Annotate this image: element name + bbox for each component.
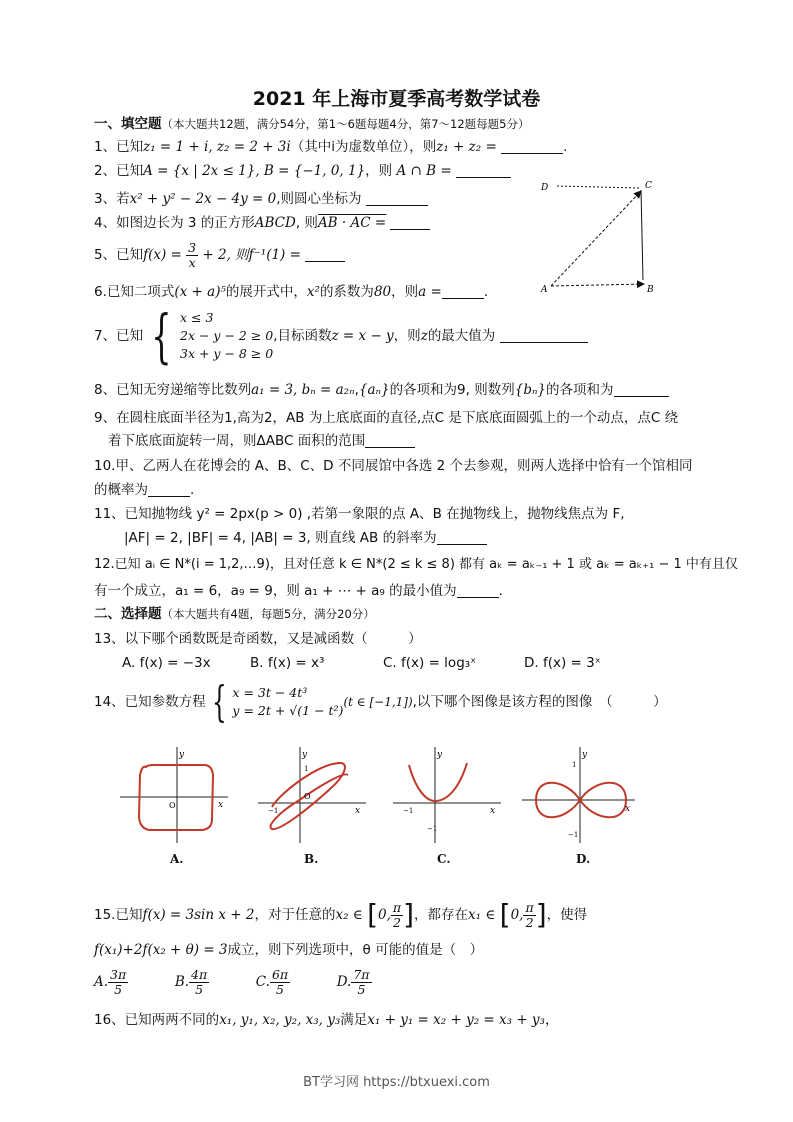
question-12-line2: 有一个成立，a₁ = 6，a₉ = 9，则 a₁ + ⋯ + a₉ 的最小值为 . (94, 583, 503, 599)
question-1: 1、已知z₁ = 1 + i, z₂ = 2 + 3i（其中i为虚数单位），则z₁ + z₂ = . (94, 139, 568, 155)
origin-label: O (304, 792, 311, 801)
vector-ab (551, 284, 644, 286)
q13-option-a[interactable]: A. f(x) = −3x (122, 655, 211, 671)
y-label: y (179, 750, 185, 760)
edge-dc (557, 186, 639, 188)
section-note: （本大题共12题，满分54分，第1〜6题每题4分，第7〜12题每题5分） (161, 117, 530, 131)
q15-option-a[interactable]: A. $\frac{3\pi}{5}$ (94, 966, 127, 997)
section-heading-fill (94, 115, 529, 133)
q13-option-c[interactable]: C. f(x) = log₃ˣ (383, 655, 477, 671)
answer-blank[interactable] (501, 139, 563, 154)
answer-blank[interactable] (305, 247, 345, 262)
question-6: 6.已知二项式(x + a)⁵的展开式中，x²的系数为80，则a = . (94, 284, 489, 300)
graph-b[interactable] (258, 745, 368, 845)
label-b: B (647, 285, 654, 295)
y-label: y (582, 750, 588, 760)
question-7: 7、已知 { x ≤ 3 2x − y − 2 ≥ 0 3x + y − 8 ≥ 0 ,目标函数z = x − y，则z的最大值为 (94, 306, 588, 366)
q13-option-b[interactable]: B. f(x) = x³ (250, 655, 325, 671)
question-15-options (94, 964, 372, 1000)
question-10-line2: 的概率为 . (94, 482, 195, 498)
tick-one: 1 (572, 761, 577, 769)
section-title: 一、填空题 (94, 116, 162, 132)
question-9-line1: 9、在圆柱底面半径为1,高为2，AB 为上底底面的直径,点C 是下底底面圆弧上的一个动点，点C 绕 (94, 410, 679, 426)
answer-blank[interactable] (365, 433, 415, 448)
answer-blank[interactable] (442, 284, 484, 299)
x-label: x (490, 806, 496, 816)
graph-a-caption: A. (170, 852, 184, 866)
origin-label: O (169, 801, 176, 810)
question-5: 5、已知f(x) = $\frac{3}{x}$ + 2, 则f⁻¹(1) = (94, 240, 345, 270)
tick-neg-one: −1 (568, 831, 579, 839)
question-12-line1: 12.已知 aᵢ ∈ N*(i = 1,2,…9)，且对任意 k ∈ N*(2 ≤ k ≤ 8) 都有 aₖ = aₖ₋₁ + 1 或 aₖ = aₖ₊₁ − 1 中有且仅 (94, 557, 738, 572)
question-8: 8、已知无穷递缩等比数列a₁ = 3, bₙ = a₂ₙ,{aₙ}的各项和为9, 则数列{bₙ}的各项和为 (94, 381, 669, 399)
answer-blank[interactable] (390, 215, 430, 230)
question-11-line1: 11、已知抛物线 y² = 2px(p > 0) ,若第一象限的点 A、B 在抛物线上，抛物线焦点为 F, (94, 506, 625, 522)
y-label: y (437, 750, 443, 760)
section-title: 二、选择题 (94, 606, 162, 622)
vector-ac (551, 191, 641, 286)
tick-one: 1 (304, 765, 309, 773)
graph-b-caption: B. (304, 852, 319, 866)
label-d: D (541, 183, 549, 193)
edge-cb (641, 190, 643, 280)
label-c: C (645, 181, 652, 191)
question-13: 13、以下哪个函数既是奇函数，又是减函数（ ） (94, 631, 422, 647)
question-16: 16、已知两两不同的x₁, y₁, x₂, y₂, x₃, y₃满足x₁ + y₁ = x₂ + y₂ = x₃ + y₃， (94, 1012, 559, 1028)
curve-c (409, 763, 467, 801)
label-a: A (541, 285, 548, 295)
tick-neg-one-y: −1 (427, 825, 438, 833)
graph-c-caption: C. (437, 852, 451, 866)
answer-blank[interactable] (366, 191, 428, 206)
answer-blank[interactable] (437, 530, 487, 545)
page-title: 2021 年上海市夏季高考数学试卷 (252, 88, 541, 110)
fraction: $\frac{3}{x}$ (188, 239, 197, 270)
question-14: 14、已知参数方程 { x = 3t − 4t³ y = 2t + √(1 − t²) (t ∈ [−1,1]),以下哪个图像是该方程的图像 （ ） (94, 677, 667, 726)
section-note: （本大题共有4题，每题5分，满分20分） (161, 607, 375, 621)
x-label: x (625, 804, 631, 814)
parametric-system: x = 3t − 4t³ y = 2t + √(1 − t²) (232, 685, 344, 718)
tick-neg-one: −1 (268, 807, 279, 815)
graph-a[interactable] (120, 745, 230, 845)
question-10-line1: 10.甲、乙两人在花博会的 A、B、C、D 不同展馆中各选 2 个去参观，则两人选择中恰有一个馆相同 (94, 458, 693, 474)
q15-option-b[interactable]: B. $\frac{4\pi}{5}$ (174, 966, 208, 997)
graph-d[interactable] (522, 745, 637, 845)
answer-blank[interactable] (500, 328, 588, 343)
question-15-line2: f(x₁)+2f(x₂ + θ) = 3成立，则下列选项中，θ 可能的值是（ ） (94, 942, 484, 958)
answer-blank[interactable] (614, 382, 669, 397)
answer-blank[interactable] (457, 583, 499, 598)
graph-c[interactable] (393, 745, 503, 845)
question-4: 4、如图边长为 3 的正方形ABCD, 则AB · AC = (94, 214, 430, 232)
question-11-line2: |AF| = 2, |BF| = 4, |AB| = 3, 则直线 AB 的斜率为 (124, 529, 487, 547)
question-15-line1: 15.已知f(x) = 3sin x + 2，对于任意的x₂ ∈ [0, $\frac{\pi}{2}$ ]，都存在x₁ ∈ [0, $\frac{\pi}{2}$ ]，使得 (94, 898, 588, 931)
answer-blank[interactable] (148, 482, 190, 497)
y-label: y (302, 750, 308, 760)
tick-neg-one: −1 (403, 807, 414, 815)
q15-option-d[interactable]: D. $\frac{7\pi}{5}$ (336, 966, 370, 997)
inequality-system: x ≤ 3 2x − y − 2 ≥ 0 3x + y − 8 ≥ 0 (180, 310, 274, 361)
x-label: x (218, 800, 224, 810)
question-3: 3、若x² + y² − 2x − 4y = 0,则圆心坐标为 (94, 190, 428, 208)
x-label: x (355, 806, 361, 816)
square-figure (535, 172, 665, 297)
footer-source: BT学习网 https://btxuexi.com (303, 1075, 490, 1090)
q13-option-d[interactable]: D. f(x) = 3ˣ (524, 655, 601, 671)
question-9-line2: 着下底底面旋转一周，则ΔABC 面积的范围 (108, 432, 415, 450)
section-heading-choice (94, 605, 375, 623)
answer-blank[interactable] (456, 163, 511, 178)
question-2: 2、已知A = {x | 2x ≤ 1}, B = {−1, 0, 1}，则 A ∩ B = (94, 162, 511, 180)
q15-option-c[interactable]: C. $\frac{6\pi}{5}$ (255, 966, 289, 997)
graph-d-caption: D. (576, 852, 591, 866)
